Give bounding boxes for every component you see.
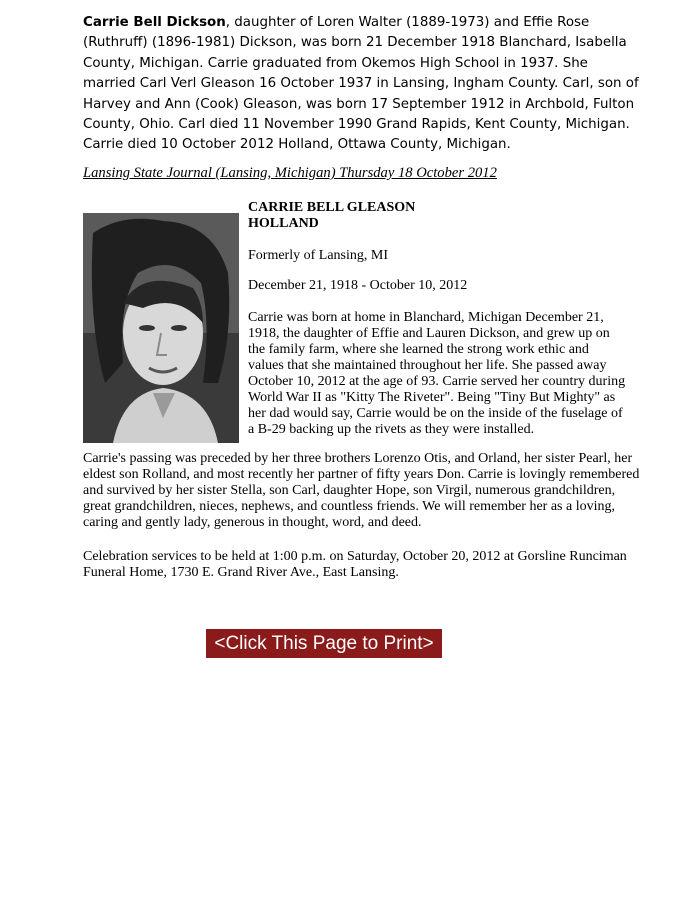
portrait-photo [83,213,239,443]
intro-paragraph [83,13,643,156]
newspaper-source: Lansing State Journal (Lansing, Michigan) Thursday 18 October 2012 [83,165,497,181]
obituary-paragraph-3: Celebration services to be held at 1:00 p.m. on Saturday, October 20, 2012 at Gorsline Runciman Funeral Home, 1730 E. Grand River Ave., East Lansing. [83,549,627,580]
obituary-heading [248,200,648,232]
obituary-paragraph-1: Carrie was born at home in Blanchard, Michigan December 21, 1918, the daughter of Effie and Lauren Dickson, and grew up on the family farm, where she learned the strong work ethic and values that she maintained throughout her life. She passed away October 10, 2012 at the age of 93. Carrie served her country during World War II as "Kitty The Riveter". Being "Tiny But Mighty" as her dad would say, Carrie would be on the inside of the fuselage of a B-29 backing up the rivets as they were installed. [248,310,626,437]
print-page-button[interactable]: <Click This Page to Print> [206,629,442,658]
obituary-name: CARRIE BELL GLEASON [248,200,416,215]
obituary-city: HOLLAND [248,216,319,231]
obituary-paragraph-2: Carrie's passing was preceded by her three brothers Lorenzo Otis, and Orland, her sister Pearl, her eldest son Rolland, and most recently her partner of fifty years Don. Carrie is lovingly remembered and survived by her sister Stella, son Carl, daughter Hope, son Virgil, numerous grandchildren, great grandchildren, nieces, nephews, and countless friends. We will remember her as a loving, caring and gently lady, generous in thought, word, and deed. [83,451,640,530]
life-dates: December 21, 1918 - October 10, 2012 [248,278,468,293]
intro-name: Carrie Bell Dickson [83,15,226,30]
intro-text: , daughter of Loren Walter (1889-1973) and Effie Rose (Ruthruff) (1896-1981) Dickson, was born 21 December 1918 Blanchard, Isabella County, Michigan. Carrie graduated from Okemos High School in 1937. She married Carl Verl Gleason 16 October 1937 in Lansing, Ingham County. Carl, son of Harvey and Ann (Cook) Gleason, was born 17 September 1912 in Archbold, Fulton County, Ohio. Carl died 11 November 1990 Grand Rapids, Kent County, Michigan. Carrie died 10 October 2012 Holland, Ottawa County, Michigan. [83,15,639,153]
formerly-of: Formerly of Lansing, MI [248,248,388,263]
